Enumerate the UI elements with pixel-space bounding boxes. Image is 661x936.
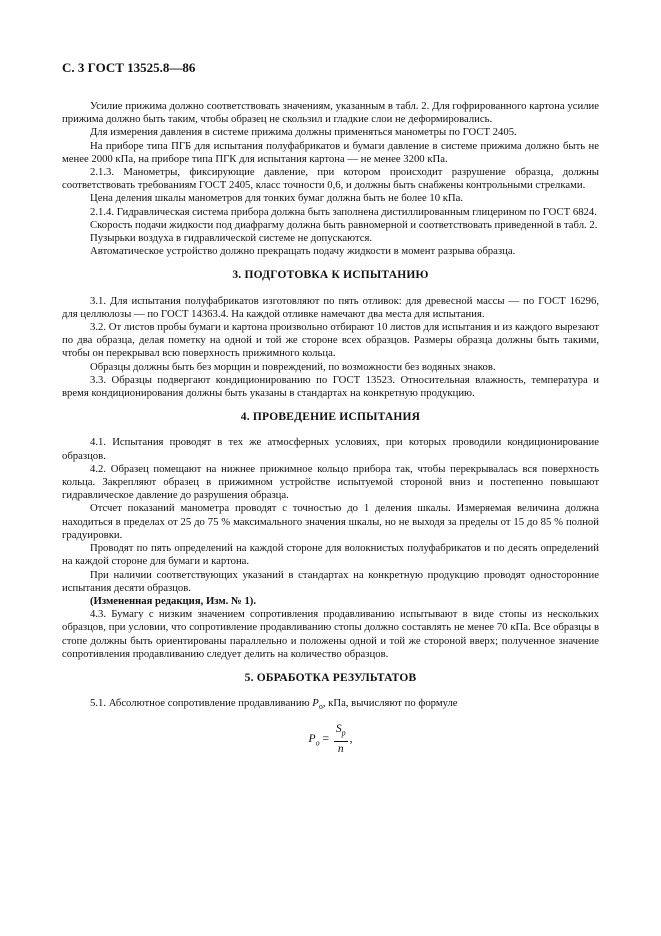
section-title-3: 3. ПОДГОТОВКА К ИСПЫТАНИЮ [232, 269, 429, 282]
amendment-note: (Измененная редакция, Изм. № 1). [90, 594, 257, 607]
section-title-4: 4. ПРОВЕДЕНИЕ ИСПЫТАНИЯ [240, 411, 421, 424]
page-header: С. 3 ГОСТ 13525.8—86 [62, 60, 196, 75]
paragraph: Автоматическое устройство должно прекращать подачу жидкости в момент разрыва образца. [90, 245, 516, 258]
formula-equals: = [322, 733, 329, 746]
paragraph: 4.3. Бумагу с низким значением сопротивления продавливанию испытывают в виде стопы из нескольких образцов, при условии, что сопротивление продавливанию стопы должно составлять не менее 70 кПа. Все образцы в стопе должны быть ориентированы параллельно и положены одной и той же стороной вверх; полученное значение сопротивления продавливанию следует делить на количество образцов. [62, 608, 599, 660]
paragraph: 3.2. От листов пробы бумаги и картона произвольно отбирают 10 листов для испытания и из каждого вырезают по два образца, делая пометку на одной и той же стороне всех образцов. Размеры образца должны быть такими, чтобы он перекрывал всю поверхность прижимного кольца. [62, 321, 599, 360]
paragraph: 3.1. Для испытания полуфабрикатов изготовляют по пять отливок: для древесной массы — по ГОСТ 16296, для целлюлозы — по ГОСТ 14363.4. На каждой отливке намечают два места для испытания. [62, 294, 599, 320]
paragraph: При наличии соответствующих указаний в стандартах на конкретную продукцию проводят односторонние испытания десяти образцов. [62, 568, 599, 594]
formula-denominator: n [337, 742, 344, 755]
paragraph: 2.1.3. Манометры, фиксирующие давление, при котором происходит разрушение образца, должны соответствовать требованиям ГОСТ 2405, класс точности 0,6, и должны быть снабжены контрольными стрелками. [62, 166, 599, 192]
section-title-5: 5. ОБРАБОТКА РЕЗУЛЬТАТОВ [244, 671, 417, 684]
paragraph: Для измерения давления в системе прижима должны применяться манометры по ГОСТ 2405. [90, 126, 517, 139]
paragraph: Цена деления шкалы манометров для тонких бумаг должна быть не более 10 кПа. [90, 192, 464, 205]
formula-numerator: $S_p$ [334, 723, 348, 742]
paragraph: 4.2. Образец помещают на нижнее прижимное кольцо прибора так, чтобы перекрывалась вся поверхность кольца. Закрепляют образец в прижимном устройстве испытуемой стороной вниз и постепенно повышают гидравлическое давление до разрушения образца. [62, 462, 599, 502]
paragraph: 2.1.4. Гидравлическая система прибора должна быть заполнена дистиллированным глицерином по ГОСТ 6824. [90, 205, 597, 218]
paragraph: Скорость подачи жидкости под диафрагму должна быть равномерной и соответствовать приведенной в табл. 2. [90, 218, 598, 231]
paragraph: На приборе типа ПГБ для испытания полуфабрикатов и бумаги давление в системе прижима должно быть не менее 2000 кПа, на приборе типа ПГК для испытания картона — не менее 3200 кПа. [62, 139, 599, 165]
symbol-p: P [312, 697, 319, 710]
paragraph: Пузырьки воздуха в гидравлической системе не допускаются. [90, 232, 373, 245]
paragraph: Образцы должны быть без морщин и повреждений, по возможности без водяных знаков. [90, 360, 496, 373]
paragraph: Усилие прижима должно соответствовать значениям, указанным в табл. 2. Для гофрированного картона усилие прижима должно быть таким, чтобы образец не скользил и гладкие слои не деформировались. [62, 100, 599, 126]
paragraph: Проводят по пять определений на каждой стороне для волокнистых полуфабрикатов и по десять определений на каждой стороне для бумаги и картона. [62, 542, 599, 568]
paragraph-5-1: 5.1. Абсолютное сопротивление продавливанию $P_o$, кПа, вычисляют по формуле [90, 697, 458, 712]
paragraph: Отсчет показаний манометра проводят с точностью до 1 деления шкалы. Измеряемая величина должна находиться в пределах от 25 до 75 % максимального значения шкалы, но не выходя за пределы от 15 до 85 % полной градуировки. [62, 502, 599, 541]
paragraph: 4.1. Испытания проводят в тех же атмосферных условиях, при которых проводили кондиционирование образцов. [62, 436, 599, 462]
document-body [62, 100, 599, 757]
formula-comma: , [349, 733, 353, 746]
formula [62, 723, 599, 757]
paragraph: 3.3. Образцы подвергают кондиционированию по ГОСТ 13523. Относительная влажность, температура и время кондиционирования должны быть указаны в стандартах на конкретную продукцию. [62, 373, 599, 400]
formula-fraction [334, 723, 348, 756]
formula-lhs: $P_o$ [308, 733, 320, 748]
